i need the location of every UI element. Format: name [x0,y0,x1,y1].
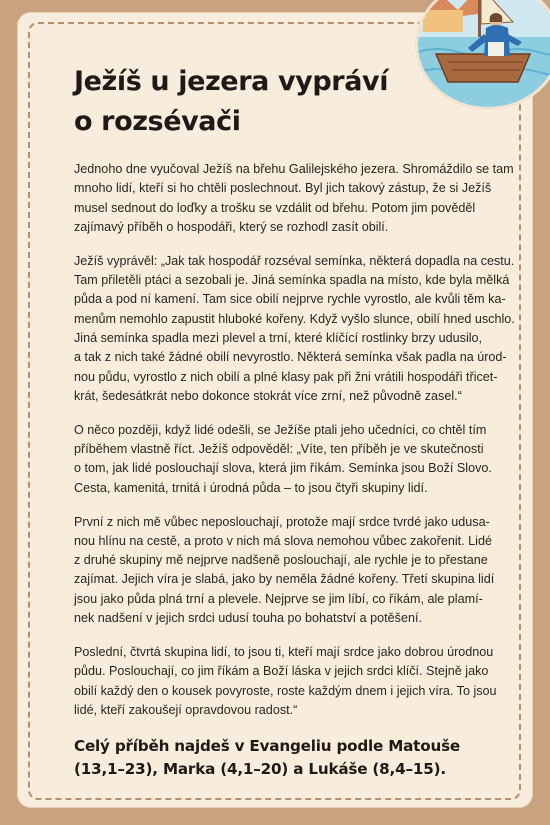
title-line-2: o rozsévači [74,106,241,137]
paragraph [74,421,494,498]
text-line: krát, šedesátkrát nebo dokonce stokrát více zrní, než původně zasel.“ [74,388,462,403]
paragraph [74,160,514,237]
text-line: mnoho lidí, kteří si ho chtěli poslechnout. Byl jich takový zástup, že si Ježíš [74,181,492,196]
text-line: nou půdu, vyrostlo z nich obilí a plné klasy pak při žni vrátili hospodáři třicet- [74,369,498,384]
text-line: půdu. Poslouchají, co jim říkám a Boží láska v jejich srdci klíčí. Stejně jako [74,664,489,679]
text-line: Tam přiletěli ptáci a sezobali je. Jiná semínka spadla na místo, kde byla mělká [74,273,510,288]
text-line: Jednoho dne vyučoval Ježíš na břehu Galilejského jezera. Shromáždilo se tam [74,162,514,176]
page-title [74,62,434,142]
text-line: zajímat. Jejich víra je slabá, jako by neměla žádné kořeny. Třetí skupina lidí [74,572,495,587]
text-line: Cesta, kamenitá, trnitá i úrodná půda – to jsou čtyři skupiny lidí. [74,480,428,495]
reference-note [74,735,494,781]
text-line: O něco později, když lidé odešli, se Ježíše ptali jeho učedníci, co chtěl tím [74,422,487,437]
text-line: První z nich mě vůbec neposlouchají, protože mají srdce tvrdé jako udusa- [74,514,490,529]
paragraph [74,643,497,720]
reference-line-2: (13,1–23), Marka (4,1–20) a Lukáše (8,4–15). [74,760,446,778]
text-line: o tom, jak lidé poslouchají slova, která jim říkám. Semínka jsou Boží Slovo. [74,461,492,476]
text-line: musel sednout do loďky a trošku se vzdálit od břehu. Potom jim pověděl [74,200,476,215]
reference-line-1: Celý příběh najdeš v Evangeliu podle Matouše [74,737,461,755]
text-line: zajímavý příběh o hospodáři, který se rozhodl zasít obilí. [74,219,389,234]
text-line: lidé, kteří zakoušejí opravdovou radost.“ [74,702,298,717]
text-line: Poslední, čtvrtá skupina lidí, to jsou ti, kteří mají srdce jako dobrou úrodnou [74,644,494,659]
text-line: nek nadšení v jejich srdci udusí touha po bohatství a potěšení. [74,611,422,626]
text-line: jsou jako půda plná trní a plevele. Nejprve se jim líbí, co říkám, ale plamí- [74,591,483,606]
paragraph [74,513,494,629]
text-line: půda a pod ní kamení. Tam sice obilí nejprve rychle vyrostlo, ale kvůli těm ka- [74,292,506,307]
title-line-1: Ježíš u jezera vypráví [74,66,389,97]
text-line: obilí každý den o kousek povyroste, roste každým dnem i jejich víra. To jsou [74,683,497,698]
text-line: příběhem vlastně říct. Ježíš odpověděl: „Víte, ten příběh je ve skutečnosti [74,442,484,457]
paragraph [74,252,515,406]
text-line: a tak z nich také žádné obilí nevyrostlo. Některá semínka však padla na úrod- [74,350,507,365]
story-body [74,160,515,735]
text-line: z druhé skupiny mě nejprve nadšeně poslouchají, ale rychle je to přestane [74,553,488,568]
text-line: Jiná semínka spadla mezi plevel a trní, které klíčící rostlinky brzy udusilo, [74,330,483,345]
text-line: menům nemohlo zapustit hluboké kořeny. Když vyšlo slunce, obilí hned uschlo. [74,311,515,326]
text-line: Ježíš vyprávěl: „Jak tak hospodář rozséval semínka, některá dopadla na cestu. [74,253,515,268]
text-line: nou hlínu na cestě, a proto v nich má slova nemohou vůbec zakořenit. Lidé [74,533,492,548]
